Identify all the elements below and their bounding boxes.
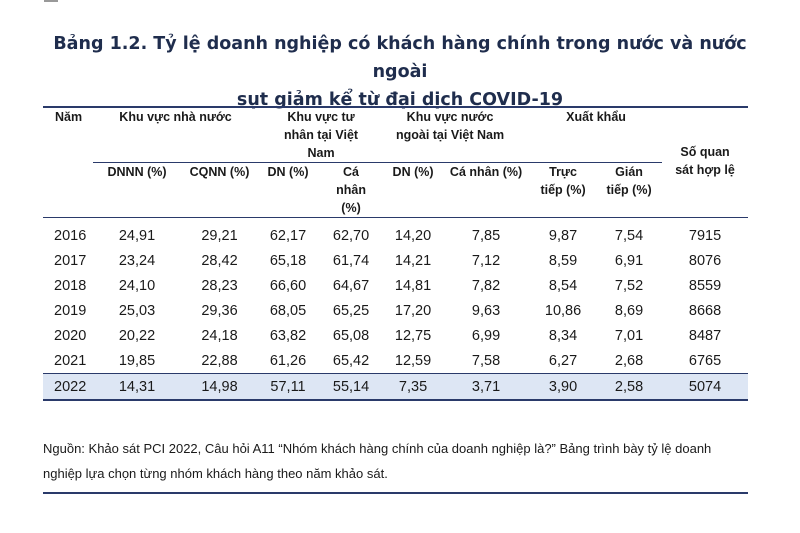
table-row (43, 323, 748, 348)
cell-individual-private: 65,08 (332, 327, 370, 344)
cell-direct-export: 3,90 (530, 374, 596, 401)
cell-dnnn: 19,85 (118, 352, 156, 369)
cell-observations: 5074 (662, 374, 748, 401)
cell-direct-export: 8,54 (548, 277, 578, 294)
table-title-line-2: sụt giảm kể từ đại dịch COVID-19 (236, 90, 564, 110)
cell-dn-private: 68,05 (269, 302, 307, 319)
header-sub-row (43, 163, 748, 218)
header-dnnn: DNNN (%) (93, 163, 181, 218)
header-individual-foreign: Cá nhân (%) (442, 163, 530, 218)
cell-individual-private: 65,25 (332, 302, 370, 319)
cell-cqnn: 29,36 (201, 302, 238, 319)
cell-dnnn: 20,22 (118, 327, 156, 344)
cell-direct-export: 10,86 (544, 302, 582, 319)
table-row (43, 273, 748, 298)
cell-indirect-export: 2,58 (596, 374, 662, 401)
cell-year: 2022 (43, 374, 93, 401)
cell-year: 2018 (54, 277, 87, 294)
cell-observations: 7915 (662, 218, 748, 249)
header-group-private: Khu vực tư nhân tại Việt Nam (283, 110, 359, 160)
cell-dn-private: 57,11 (258, 374, 318, 401)
cell-individual-foreign: 6,99 (471, 327, 501, 344)
cell-observations: 8487 (688, 327, 722, 344)
cell-cqnn: 24,18 (201, 327, 238, 344)
cell-observations: 8668 (688, 302, 722, 319)
header-cqnn: CQNN (%) (181, 163, 258, 218)
header-group-row (43, 107, 748, 163)
header-individual-private: Cá nhân (%) (318, 163, 384, 218)
cell-observations: 8076 (688, 252, 722, 269)
cell-direct-export: 6,27 (548, 352, 578, 369)
cell-indirect-export: 7,01 (614, 327, 644, 344)
bottom-rule (43, 492, 748, 494)
cell-dnnn: 23,24 (118, 252, 156, 269)
cell-individual-foreign: 7,58 (471, 352, 501, 369)
cell-dn-private: 66,60 (269, 277, 307, 294)
cell-indirect-export: 8,69 (614, 302, 644, 319)
cell-indirect-export: 6,91 (614, 252, 644, 269)
header-group-state: Khu vực nhà nước (119, 110, 232, 124)
cell-year: 2020 (54, 327, 87, 344)
source-note: Nguồn: Khảo sát PCI 2022, Câu hỏi A11 “Nhóm khách hàng chính của doanh nghiệp là?” Bảng trình bày tỷ lệ doanh nghiệp lựa chọn từng nhóm khách hàng theo năm khảo sát. (43, 441, 712, 481)
cell-year: 2021 (54, 352, 87, 369)
cell-cqnn: 28,23 (201, 277, 238, 294)
cell-dn-foreign: 14,21 (394, 252, 432, 269)
header-group-foreign: Khu vực nước ngoài tại Việt Nam (395, 110, 505, 142)
cell-dn-foreign: 17,20 (394, 302, 432, 319)
cell-direct-export: 8,34 (548, 327, 578, 344)
cell-dn-foreign: 7,35 (384, 374, 442, 401)
header-year: Năm (55, 110, 83, 124)
cell-indirect-export: 2,68 (614, 352, 644, 369)
cell-dn-foreign: 14,81 (394, 277, 432, 294)
cell-indirect-export: 7,52 (614, 277, 644, 294)
cell-year: 2016 (43, 218, 93, 249)
cell-observations: 6765 (688, 352, 722, 369)
customer-share-table (43, 106, 748, 401)
page-corner-mark (44, 0, 58, 2)
cell-individual-private: 62,70 (318, 218, 384, 249)
cell-cqnn: 29,21 (181, 218, 258, 249)
cell-individual-foreign: 7,85 (442, 218, 530, 249)
cell-dn-foreign: 12,75 (394, 327, 432, 344)
cell-individual-foreign: 7,12 (471, 252, 501, 269)
cell-individual-private: 61,74 (332, 252, 370, 269)
cell-cqnn: 28,42 (201, 252, 238, 269)
cell-individual-private: 64,67 (332, 277, 370, 294)
cell-year: 2019 (54, 302, 87, 319)
cell-dn-foreign: 12,59 (394, 352, 432, 369)
table-title (40, 30, 760, 114)
table-row (43, 248, 748, 273)
cell-dn-private: 61,26 (269, 352, 307, 369)
cell-year: 2017 (54, 252, 87, 269)
header-observations: Số quan sát hợp lệ (675, 145, 735, 177)
cell-cqnn: 14,98 (181, 374, 258, 401)
cell-dn-private: 62,17 (258, 218, 318, 249)
table-row (43, 348, 748, 374)
table-row (43, 218, 748, 249)
table-row-highlighted (43, 374, 748, 401)
cell-dnnn: 25,03 (118, 302, 156, 319)
cell-individual-foreign: 3,71 (442, 374, 530, 401)
table-title-line-1: Bảng 1.2. Tỷ lệ doanh nghiệp có khách hàng chính trong nước và nước ngoài (53, 34, 747, 82)
cell-observations: 8559 (688, 277, 722, 294)
header-dn-foreign: DN (%) (384, 163, 442, 218)
header-dn-private: DN (%) (258, 163, 318, 218)
table-row (43, 298, 748, 323)
cell-dnnn: 24,91 (93, 218, 181, 249)
header-indirect-export: Gián tiếp (%) (596, 163, 662, 218)
cell-dnnn: 14,31 (93, 374, 181, 401)
cell-dn-private: 65,18 (269, 252, 307, 269)
cell-cqnn: 22,88 (201, 352, 238, 369)
cell-direct-export: 9,87 (530, 218, 596, 249)
cell-individual-private: 65,42 (332, 352, 370, 369)
header-direct-export: Trực tiếp (%) (530, 163, 596, 218)
cell-dnnn: 24,10 (118, 277, 156, 294)
cell-individual-private: 55,14 (318, 374, 384, 401)
cell-dn-private: 63,82 (269, 327, 307, 344)
cell-dn-foreign: 14,20 (384, 218, 442, 249)
cell-direct-export: 8,59 (548, 252, 578, 269)
header-group-export: Xuất khẩu (566, 110, 626, 124)
cell-individual-foreign: 9,63 (471, 302, 501, 319)
cell-indirect-export: 7,54 (596, 218, 662, 249)
cell-individual-foreign: 7,82 (471, 277, 501, 294)
